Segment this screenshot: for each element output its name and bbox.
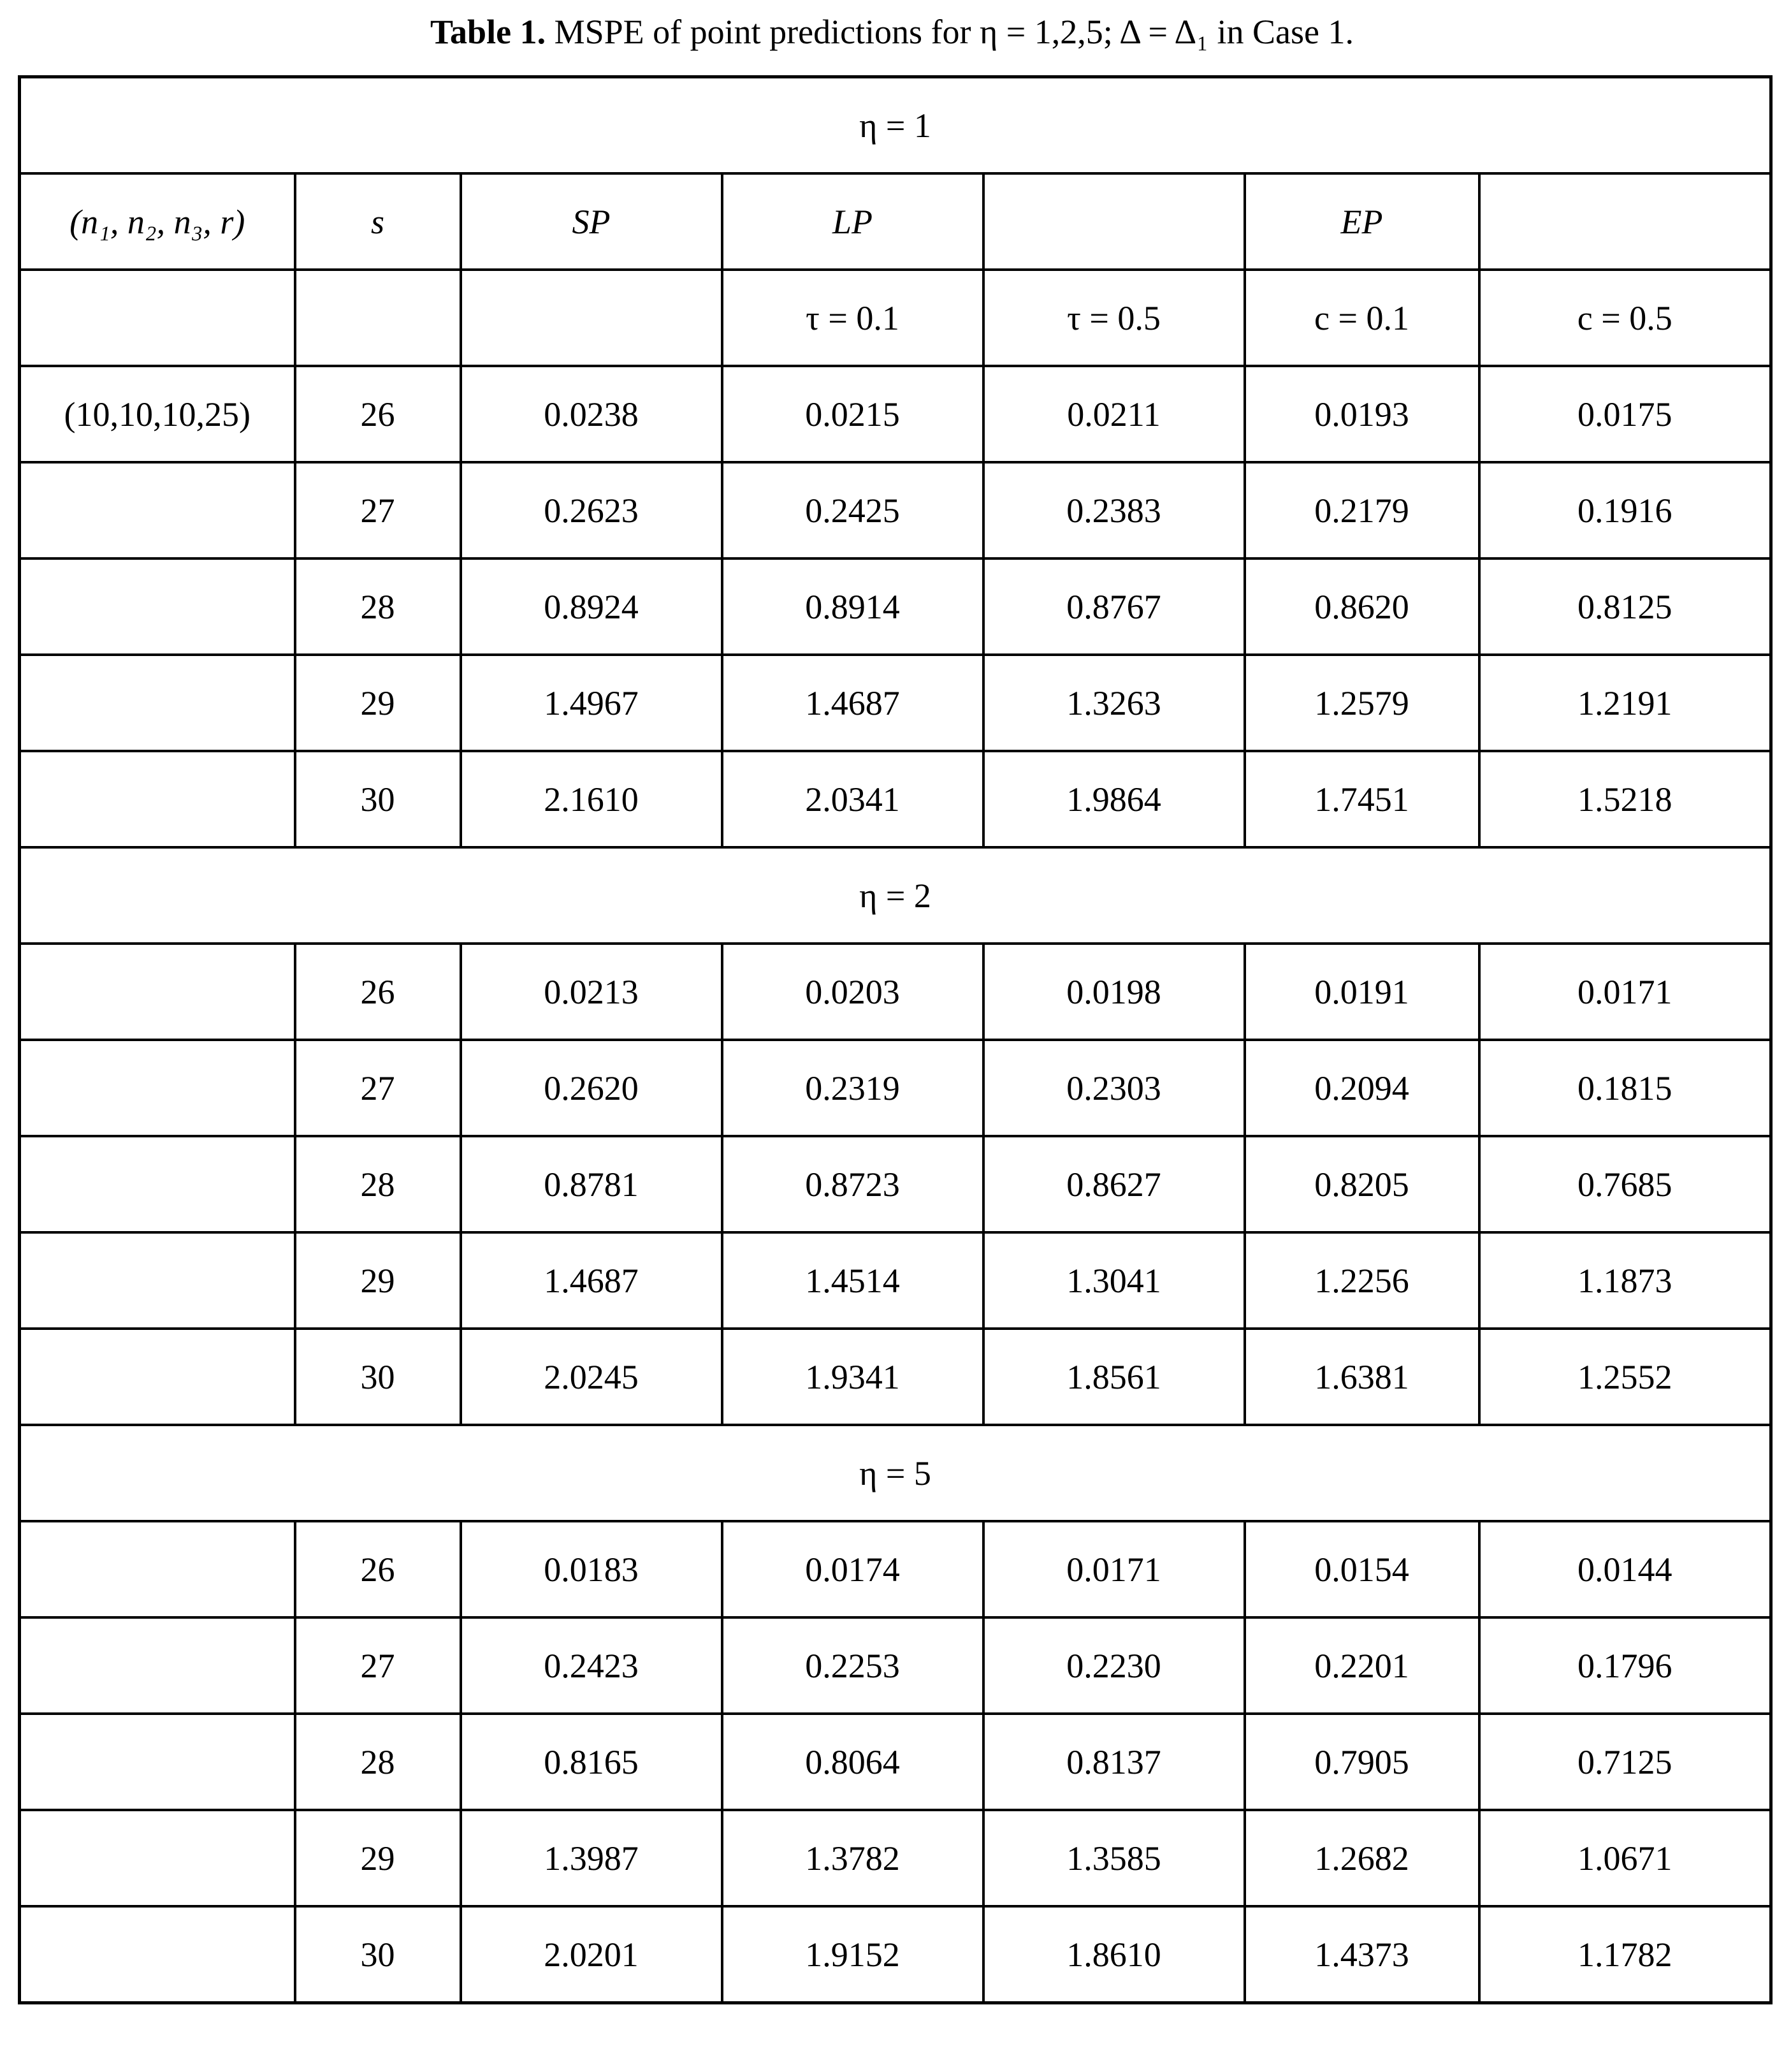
table-cell: 28 [295,558,461,655]
table-cell [20,558,295,655]
group-title: η = 2 [20,847,1771,944]
sub-header-cell: τ = 0.1 [722,270,983,366]
sub-header-cell: τ = 0.5 [983,270,1245,366]
table-cell: 0.0154 [1245,1521,1479,1617]
table-cell: 0.8914 [722,558,983,655]
table-caption [0,9,1784,55]
table-cell [20,1906,295,2003]
table-cell: 30 [295,1329,461,1425]
table-cell: 1.1782 [1479,1906,1771,2003]
mspe-table [18,75,1773,2004]
table-cell: 30 [295,1906,461,2003]
table-cell: 0.1796 [1479,1617,1771,1714]
table-cell: 0.2230 [983,1617,1245,1714]
table-cell: 27 [295,462,461,558]
table-cell: (10,10,10,25) [20,366,295,462]
table-cell: 2.0341 [722,751,983,847]
table-body [20,77,1771,2003]
table-cell: 0.2179 [1245,462,1479,558]
table-cell: 30 [295,751,461,847]
table-cell: 0.2319 [722,1040,983,1136]
header-blank [983,173,1245,270]
table-cell: 0.1815 [1479,1040,1771,1136]
table-cell: 1.4687 [461,1232,722,1329]
table-cell [20,1521,295,1617]
table-cell: 0.0198 [983,944,1245,1040]
table-cell: 0.0183 [461,1521,722,1617]
table-cell: 1.9341 [722,1329,983,1425]
table-cell: 0.0171 [983,1521,1245,1617]
table-cell: 2.1610 [461,751,722,847]
table-row [20,1810,1771,1906]
table-cell [20,751,295,847]
table-row [20,1521,1771,1617]
table-row [20,1232,1771,1329]
sub-header-row [20,270,1771,366]
table-cell: 0.0174 [722,1521,983,1617]
table-cell: 29 [295,1810,461,1906]
table-cell: 0.8781 [461,1136,722,1232]
table-row [20,1617,1771,1714]
table-cell: 1.8610 [983,1906,1245,2003]
table-cell: 0.0213 [461,944,722,1040]
table-cell: 0.0211 [983,366,1245,462]
table-cell: 29 [295,655,461,751]
group-header-row [20,77,1771,174]
table-cell: 2.0201 [461,1906,722,2003]
table-cell: 0.0175 [1479,366,1771,462]
table-cell: 0.2425 [722,462,983,558]
table-cell: 1.3263 [983,655,1245,751]
header-params: (n₁, n₂, n₃, r) [20,173,295,270]
table-cell: 1.5218 [1479,751,1771,847]
table-cell: 0.8627 [983,1136,1245,1232]
caption-label: Table 1. [430,13,546,51]
table-row [20,751,1771,847]
table-cell: 0.0193 [1245,366,1479,462]
table-cell: 1.3987 [461,1810,722,1906]
table-cell: 1.2191 [1479,655,1771,751]
table-cell: 0.7125 [1479,1714,1771,1810]
table-cell: 0.0144 [1479,1521,1771,1617]
table-cell: 1.2682 [1245,1810,1479,1906]
table-cell: 0.0215 [722,366,983,462]
table-cell: 0.2620 [461,1040,722,1136]
table-cell: 1.0671 [1479,1810,1771,1906]
table-cell: 0.2303 [983,1040,1245,1136]
table-cell: 1.6381 [1245,1329,1479,1425]
table-cell: 0.2253 [722,1617,983,1714]
table-cell: 0.2201 [1245,1617,1479,1714]
table-cell [20,1136,295,1232]
table-cell: 27 [295,1617,461,1714]
table-cell: 0.1916 [1479,462,1771,558]
table-cell: 1.3041 [983,1232,1245,1329]
header-blank [1479,173,1771,270]
table-cell [20,462,295,558]
table-cell: 27 [295,1040,461,1136]
table-row [20,655,1771,751]
table-cell: 28 [295,1714,461,1810]
table-cell: 0.8620 [1245,558,1479,655]
table-cell: 0.8723 [722,1136,983,1232]
group-header-row [20,847,1771,944]
table-cell: 0.0191 [1245,944,1479,1040]
sub-header-cell: c = 0.5 [1479,270,1771,366]
header-ep: EP [1245,173,1479,270]
header-sp: SP [461,173,722,270]
table-cell: 2.0245 [461,1329,722,1425]
table-cell: 1.9152 [722,1906,983,2003]
table-cell: 1.3782 [722,1810,983,1906]
table-cell: 0.7685 [1479,1136,1771,1232]
table-row [20,1329,1771,1425]
table-cell: 0.8205 [1245,1136,1479,1232]
sub-header-cell: c = 0.1 [1245,270,1479,366]
caption-text: MSPE of point predictions for η = 1,2,5; Δ = Δ₁ in Case 1. [554,13,1354,51]
table-row [20,1906,1771,2003]
table-cell: 0.0171 [1479,944,1771,1040]
table-cell [20,1232,295,1329]
table-cell: 26 [295,1521,461,1617]
table-cell: 0.8064 [722,1714,983,1810]
sub-header-cell [20,270,295,366]
table-cell: 1.8561 [983,1329,1245,1425]
table-cell: 0.2094 [1245,1040,1479,1136]
group-header-row [20,1425,1771,1521]
table-cell: 0.8924 [461,558,722,655]
header-s: s [295,173,461,270]
table-cell: 28 [295,1136,461,1232]
table-row [20,558,1771,655]
sub-header-cell [461,270,722,366]
table-cell: 0.2623 [461,462,722,558]
table-cell: 0.8125 [1479,558,1771,655]
table-cell [20,1040,295,1136]
table-cell: 26 [295,366,461,462]
table-cell: 1.1873 [1479,1232,1771,1329]
table-cell: 1.9864 [983,751,1245,847]
table-row [20,1714,1771,1810]
table-row [20,462,1771,558]
table-row [20,1040,1771,1136]
table-cell: 1.4514 [722,1232,983,1329]
group-title: η = 5 [20,1425,1771,1521]
table-cell: 0.0238 [461,366,722,462]
table-cell: 1.3585 [983,1810,1245,1906]
table-cell [20,1810,295,1906]
table-cell: 1.2256 [1245,1232,1479,1329]
table-cell: 26 [295,944,461,1040]
group-title: η = 1 [20,77,1771,174]
table-cell: 1.4967 [461,655,722,751]
table-cell: 1.2579 [1245,655,1479,751]
table-cell [20,944,295,1040]
table-cell: 0.2383 [983,462,1245,558]
table-cell [20,1714,295,1810]
table-cell: 1.2552 [1479,1329,1771,1425]
table-cell [20,1617,295,1714]
table-cell: 0.2423 [461,1617,722,1714]
table-cell: 0.8137 [983,1714,1245,1810]
column-header-row [20,173,1771,270]
table-row [20,1136,1771,1232]
table-cell: 0.8767 [983,558,1245,655]
table-cell: 0.8165 [461,1714,722,1810]
table-cell: 1.4687 [722,655,983,751]
table-cell [20,655,295,751]
table-cell: 0.7905 [1245,1714,1479,1810]
table-cell: 0.0203 [722,944,983,1040]
table-cell [20,1329,295,1425]
header-lp: LP [722,173,983,270]
sub-header-cell [295,270,461,366]
table-row [20,944,1771,1040]
table-cell: 29 [295,1232,461,1329]
table-cell: 1.7451 [1245,751,1479,847]
table-cell: 1.4373 [1245,1906,1479,2003]
table-row [20,366,1771,462]
